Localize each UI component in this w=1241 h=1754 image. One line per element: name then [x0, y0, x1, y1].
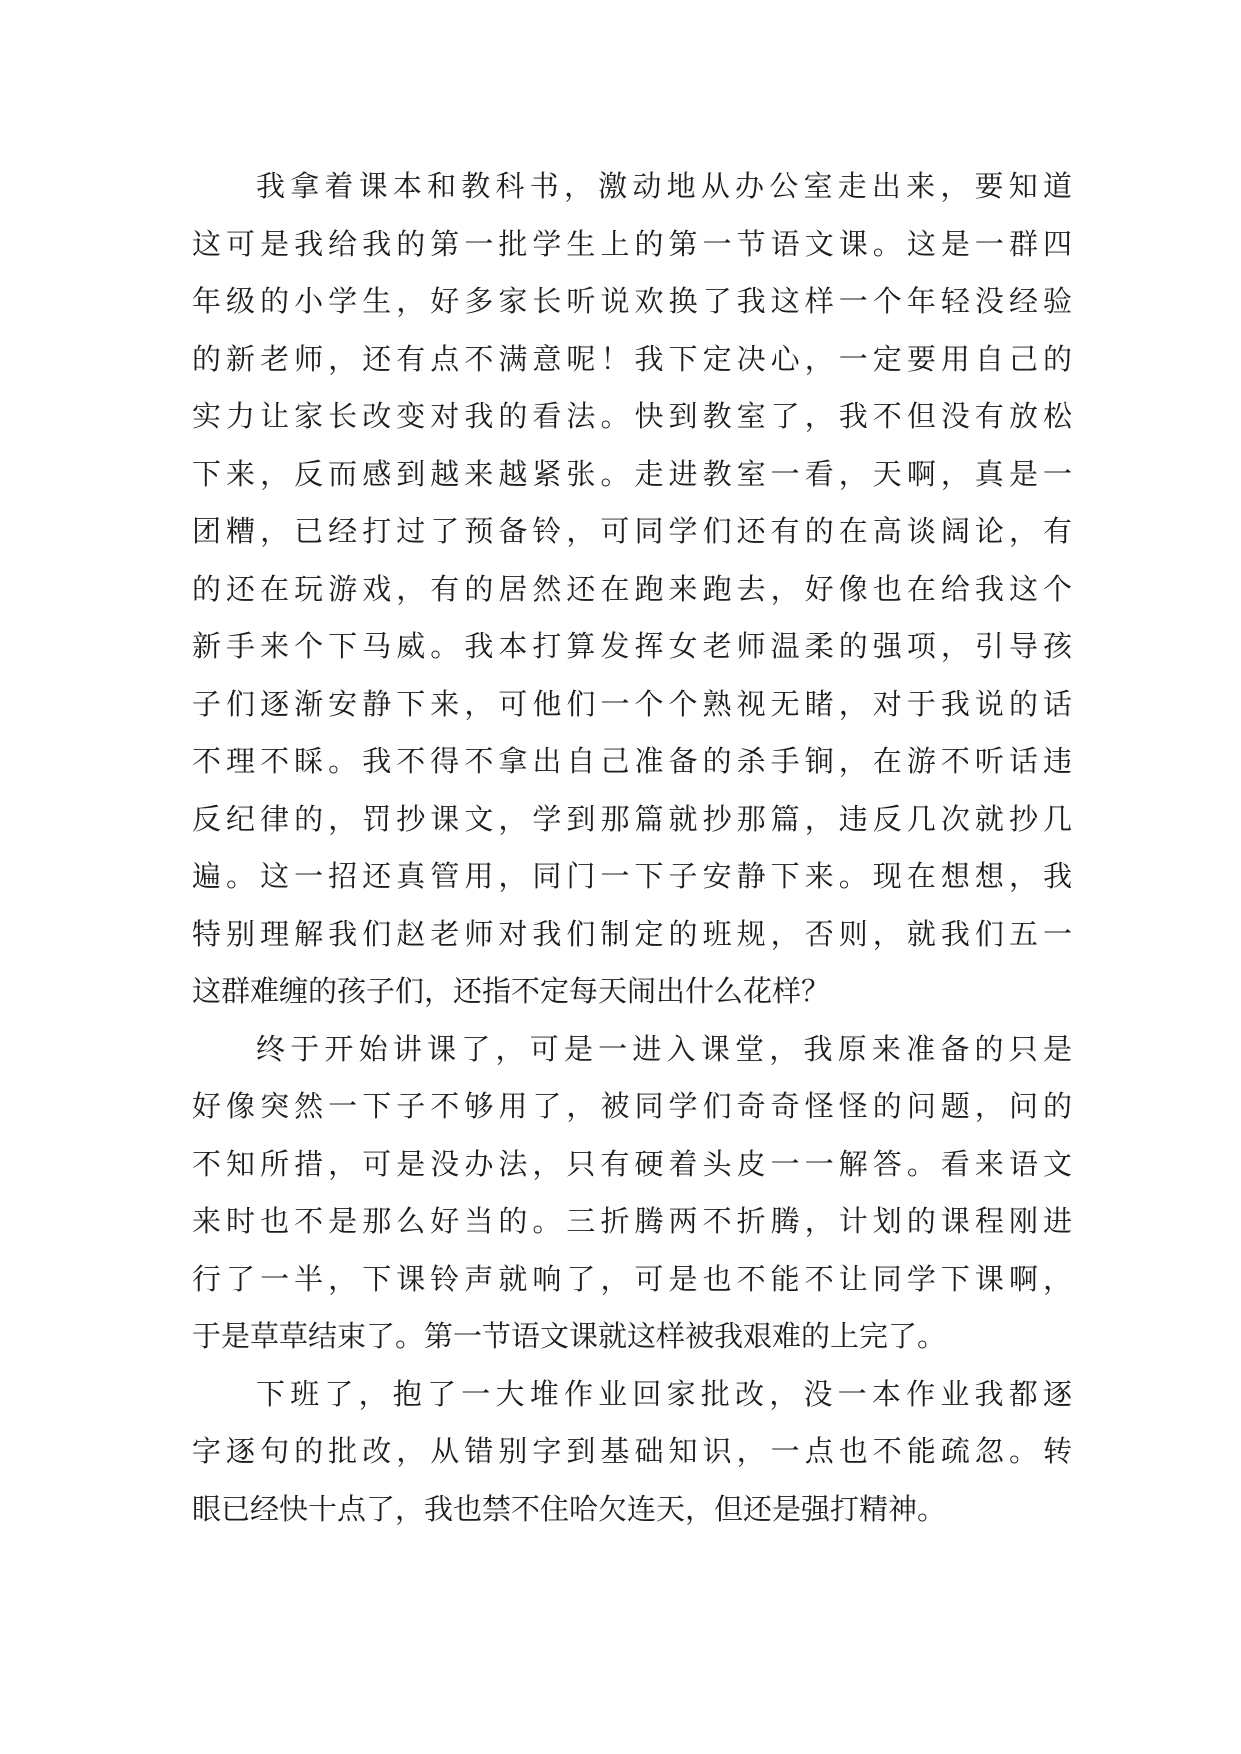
text-line: 特别理解我们赵老师对我们制定的班规，否则，就我们五一 [192, 916, 1072, 951]
text-line: 这群难缠的孩子们，还指不定每天闹出什么花样？ [192, 974, 831, 1008]
text-line: 子们逐渐安静下来，可他们一个个熟视无睹，对于我说的话 [192, 686, 1072, 721]
text-line: 不理不睬。我不得不拿出自己准备的杀手锏，在游不听话违 [192, 744, 1072, 778]
text-line: 的新老师，还有点不满意呢！我下定决心，一定要用自己的 [192, 341, 1072, 376]
text-line: 实力让家长改变对我的看法。快到教室了，我不但没有放松 [192, 399, 1072, 433]
paragraph-3 [192, 1366, 1072, 1539]
document-body [192, 158, 1072, 1538]
text-line: 下来，反而感到越来越紧张。走进教室一看，天啊，真是一 [192, 456, 1072, 491]
text-line: 团糟，已经打过了预备铃，可同学们还有的在高谈阔论，有 [192, 514, 1072, 548]
text-line: 终于开始讲课了，可是一进入课堂，我原来准备的只是 [256, 1031, 1072, 1066]
text-line: 新手来个下马威。我本打算发挥女老师温柔的强项，引导孩 [192, 629, 1072, 663]
text-line: 眼已经快十点了，我也禁不住哈欠连天，但还是强打精神。 [192, 1491, 947, 1526]
text-line: 我拿着课本和教科书，激动地从办公室走出来，要知道 [256, 169, 1072, 203]
text-line: 行了一半，下课铃声就响了，可是也不能不让同学下课啊， [192, 1261, 1072, 1296]
text-line: 不知所措，可是没办法，只有硬着头皮一一解答。看来语文 [192, 1146, 1072, 1181]
text-line: 的还在玩游戏，有的居然还在跑来跑去，好像也在给我这个 [192, 571, 1072, 606]
paragraph-1 [192, 158, 1072, 1021]
paragraph-2 [192, 1021, 1072, 1366]
text-line: 字逐句的批改，从错别字到基础知识，一点也不能疏忽。转 [192, 1434, 1072, 1468]
text-line: 这可是我给我的第一批学生上的第一节语文课。这是一群四 [192, 226, 1072, 261]
text-line: 下班了，抱了一大堆作业回家批改，没一本作业我都逐 [256, 1376, 1072, 1411]
text-line: 于是草草结束了。第一节语文课就这样被我艰难的上完了。 [192, 1319, 947, 1353]
text-line: 遍。这一招还真管用，同门一下子安静下来。现在想想，我 [192, 859, 1072, 893]
text-line: 来时也不是那么好当的。三折腾两不折腾，计划的课程刚进 [192, 1204, 1072, 1238]
text-line: 反纪律的，罚抄课文，学到那篇就抄那篇，违反几次就抄几 [192, 801, 1072, 836]
text-line: 年级的小学生，好多家长听说欢换了我这样一个年轻没经验 [192, 284, 1072, 318]
text-line: 好像突然一下子不够用了，被同学们奇奇怪怪的问题，问的 [192, 1089, 1072, 1123]
